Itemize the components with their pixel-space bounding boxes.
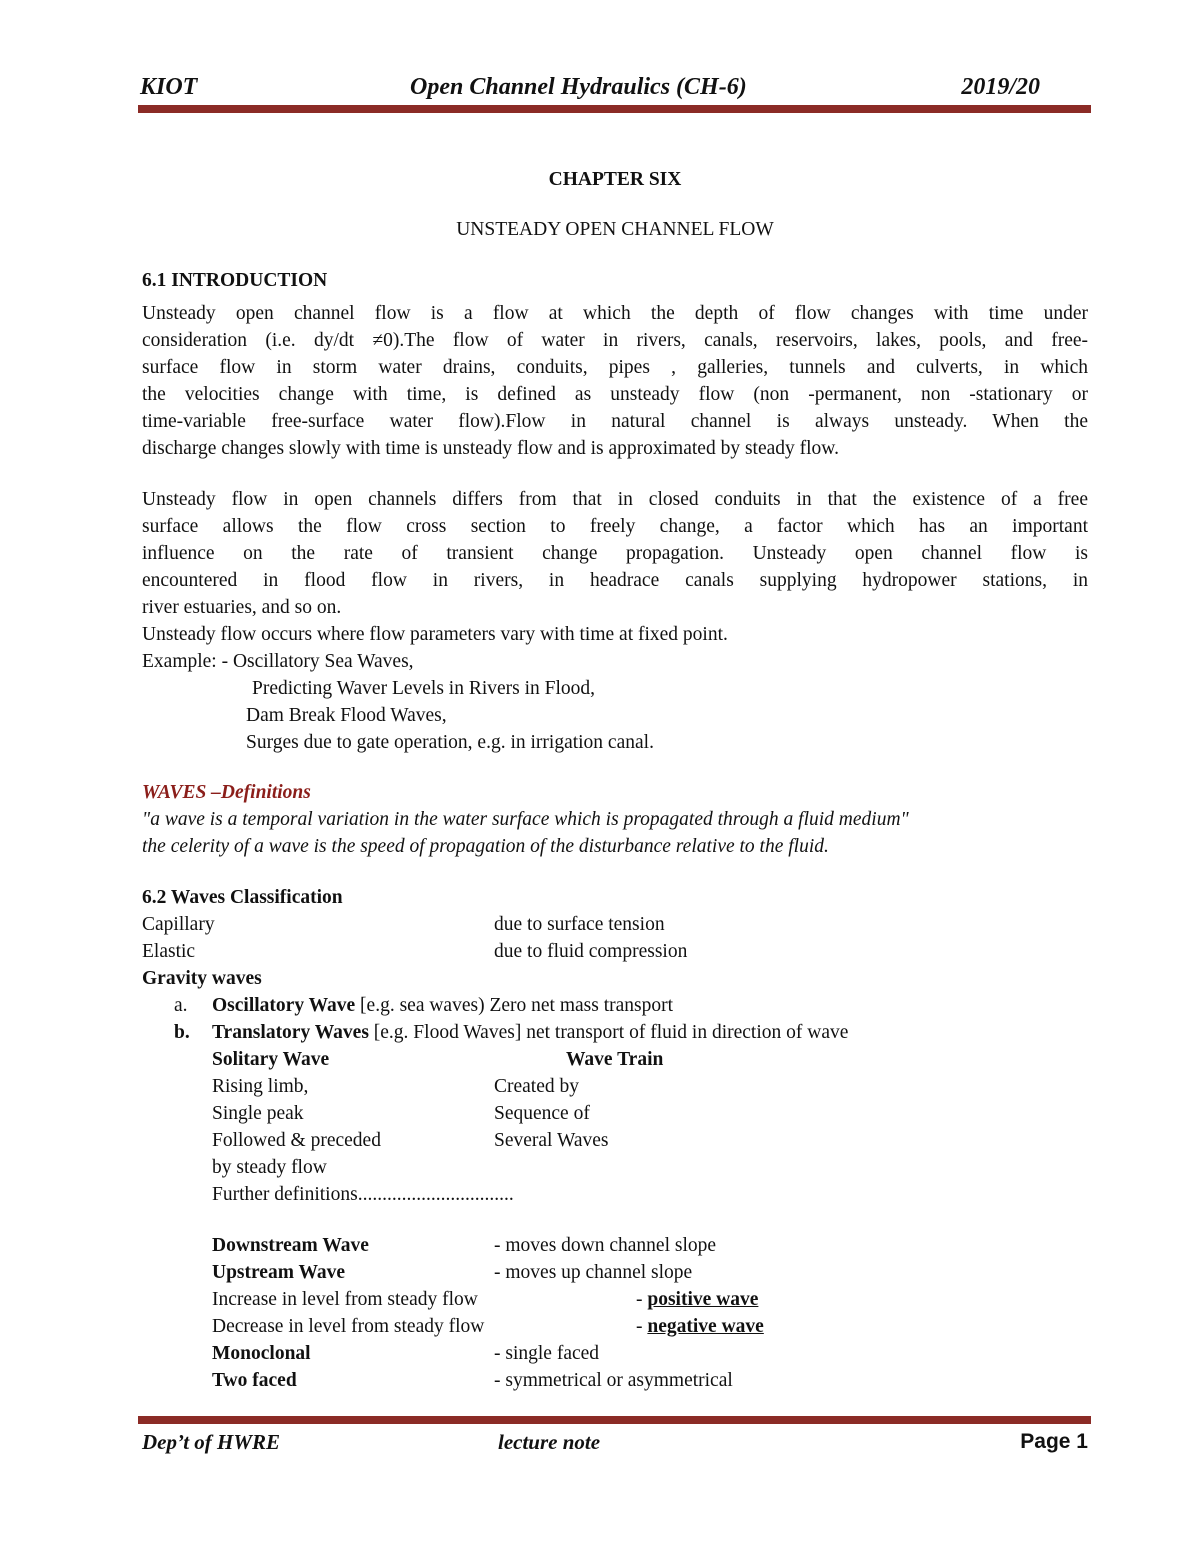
waves-definitions — [142, 779, 1088, 860]
section-heading-classification: 6.2 Waves Classification — [142, 887, 343, 908]
paragraph-line: Unsteady flow occurs where flow parameters vary with time at fixed point. — [142, 624, 728, 645]
celerity-definition: the celerity of a wave is the speed of propagation of the disturbance relative to the fluid. — [142, 836, 829, 857]
face-term: Two faced — [212, 1370, 297, 1391]
level-dash: - — [636, 1316, 648, 1337]
paragraph-line: encountered in flood flow in rivers, in headrace canals supplying hydropower stations, in — [142, 570, 1088, 591]
section-heading-intro: 6.1 INTRODUCTION — [142, 270, 328, 291]
paragraph-line: Unsteady open channel flow is a flow at which the depth of flow changes with time under — [142, 303, 1088, 324]
train-item: Several Waves — [494, 1130, 609, 1151]
solitary-item: by steady flow — [212, 1157, 327, 1178]
level-value — [636, 1286, 758, 1313]
paragraph-line: discharge changes slowly with time is unsteady flow and is approximated by steady flow. — [142, 438, 839, 459]
class-desc: due to fluid compression — [494, 941, 688, 962]
paragraph-line: consideration (i.e. dy/dt ≠0).The flow of water in rivers, canals, reservoirs, lakes, pools, and free- — [142, 330, 1088, 351]
translatory-waves-desc: [e.g. Flood Waves] net transport of fluid in direction of wave — [368, 1022, 849, 1043]
paragraph-line: time-variable free-surface water flow).Flow in natural channel is always unsteady. When the — [142, 411, 1088, 432]
page-number: Page 1 — [1020, 1430, 1088, 1453]
example-item: Predicting Waver Levels in Rivers in Flood, — [252, 678, 596, 699]
paragraph-line: Unsteady flow in open channels differs from that in closed conduits in that the existence of a free — [142, 489, 1088, 510]
example-item: Surges due to gate operation, e.g. in irrigation canal. — [246, 732, 654, 753]
header-year: 2019/20 — [961, 74, 1040, 100]
def-term: Downstream Wave — [212, 1235, 369, 1256]
paragraph-line: the velocities change with time, is defined as unsteady flow (non -permanent, non -stationary or — [142, 384, 1088, 405]
footer-rule — [138, 1416, 1091, 1424]
paragraph-line: surface allows the flow cross section to freely change, a factor which has an important — [142, 516, 1088, 537]
def-desc: - moves down channel slope — [494, 1235, 717, 1256]
solitary-wave-heading: Solitary Wave — [212, 1049, 330, 1070]
face-term: Monoclonal — [212, 1343, 311, 1364]
example-item: Dam Break Flood Waves, — [246, 705, 447, 726]
train-item: Sequence of — [494, 1103, 590, 1124]
chapter-number: CHAPTER SIX — [548, 169, 682, 190]
header-institution: KIOT — [140, 74, 198, 100]
page-header — [140, 74, 1090, 106]
train-item: Created by — [494, 1076, 580, 1097]
negative-wave-label: negative wave — [647, 1316, 764, 1337]
intro-paragraph-2 — [142, 486, 1088, 756]
list-marker-b: b. — [174, 1022, 190, 1043]
page-footer — [140, 1430, 1088, 1460]
wave-definition: "a wave is a temporal variation in the water surface which is propagated through a fluid medium" — [142, 809, 909, 830]
solitary-item: Single peak — [212, 1103, 304, 1124]
header-rule — [138, 105, 1091, 113]
face-desc: - single faced — [494, 1343, 600, 1364]
solitary-item: Rising limb, — [212, 1076, 309, 1097]
footer-note-type: lecture note — [498, 1430, 601, 1454]
gravity-waves-heading: Gravity waves — [142, 968, 262, 989]
level-term: Decrease in level from steady flow — [212, 1316, 485, 1337]
def-term: Upstream Wave — [212, 1262, 346, 1283]
list-item-b — [212, 1019, 848, 1046]
further-definitions: Further definitions................................ — [212, 1184, 514, 1205]
paragraph-line: surface flow in storm water drains, conduits, pipes , galleries, tunnels and culverts, in which — [142, 357, 1088, 378]
level-dash: - — [636, 1289, 648, 1310]
chapter-title: UNSTEADY OPEN CHANNEL FLOW — [456, 219, 774, 240]
paragraph-line: river estuaries, and so on. — [142, 597, 342, 618]
level-term: Increase in level from steady flow — [212, 1289, 478, 1310]
example-label: Example: - Oscillatory Sea Waves, — [142, 651, 414, 672]
waves-definitions-title: WAVES –Definitions — [142, 782, 311, 803]
face-desc: - symmetrical or asymmetrical — [494, 1370, 733, 1391]
class-term: Elastic — [142, 941, 196, 962]
paragraph-line: influence on the rate of transient change propagation. Unsteady open channel flow is — [142, 543, 1088, 564]
translatory-waves-term: Translatory Waves — [212, 1022, 369, 1043]
wave-train-heading: Wave Train — [566, 1049, 664, 1070]
level-value — [636, 1313, 764, 1340]
class-desc: due to surface tension — [494, 914, 665, 935]
oscillatory-wave-term: Oscillatory Wave — [212, 995, 356, 1016]
intro-paragraph-1 — [142, 300, 1088, 462]
list-item-a — [212, 992, 673, 1019]
oscillatory-wave-desc: [e.g. sea waves) Zero net mass transport — [355, 995, 674, 1016]
solitary-item: Followed & preceded — [212, 1130, 381, 1151]
class-term: Capillary — [142, 914, 215, 935]
footer-department: Dep’t of HWRE — [142, 1430, 281, 1454]
list-marker-a: a. — [174, 995, 188, 1016]
def-desc: - moves up channel slope — [494, 1262, 693, 1283]
header-course-title: Open Channel Hydraulics (CH-6) — [410, 74, 747, 100]
positive-wave-label: positive wave — [647, 1289, 759, 1310]
